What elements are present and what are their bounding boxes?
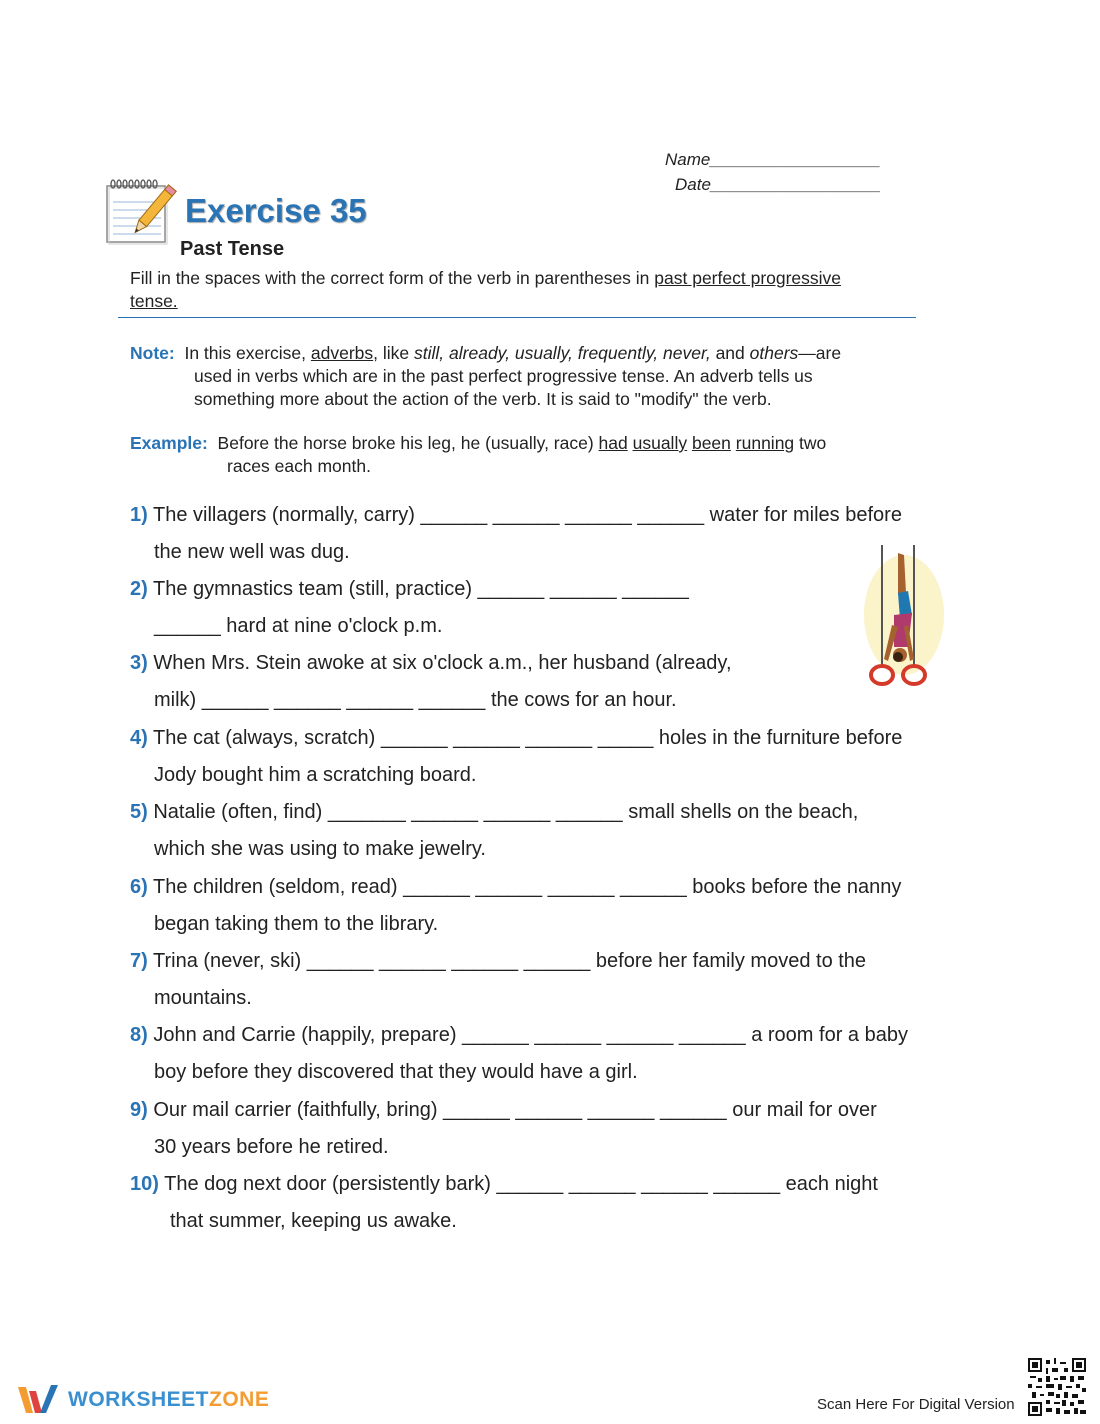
example-text: Before the horse broke his leg, he (usually, race) [217,433,599,453]
question-9 [130,1092,980,1166]
question-number: 8) [130,1024,148,1046]
question-10 [130,1166,980,1240]
name-field-label: Name__________________ [665,150,881,169]
question-text-line-2: the new well was dug. [154,541,350,563]
question-6 [130,869,980,943]
question-text-line-2[interactable]: ______ hard at nine o'clock p.m. [154,615,443,637]
page-title: Exercise 35 [185,192,367,229]
worksheetzone-logo-icon [16,1383,62,1422]
instructions-tense: past perfect progressive tense. [130,268,842,311]
question-7 [130,943,980,1017]
note-block [130,342,960,411]
question-number: 10) [130,1173,159,1195]
question-text[interactable]: John and Carrie (happily, prepare) ______ ______ ______ ______ a room for a baby [153,1024,908,1046]
example-answer-word: been [691,433,731,453]
question-number: 5) [130,801,148,823]
divider [118,317,916,318]
question-text[interactable]: The villagers (normally, carry) ______ ______ ______ ______ water for miles before [153,504,902,526]
note-text: In this exercise, [184,343,311,363]
note-text: , like [373,343,415,363]
instructions [130,267,850,313]
question-text[interactable]: The cat (always, scratch) ______ ______ ______ _____ holes in the furniture before [153,727,903,749]
question-text-line-2: which she was using to make jewelry. [154,838,486,860]
note-line-3: something more about the action of the verb. It is said to "modify" the verb. [194,389,772,409]
question-number: 3) [130,652,148,674]
page-subtitle: Past Tense [180,238,285,260]
question-text[interactable]: Trina (never, ski) ______ ______ ______ ______ before her family moved to the [153,950,867,972]
question-text-line-2: 30 years before he retired. [154,1136,389,1158]
example-text: two [794,433,827,453]
logo-word-zone: ZONE [209,1388,270,1411]
note-label: Note: [130,343,175,363]
example-block [130,432,950,478]
question-number: 7) [130,950,148,972]
question-text: When Mrs. Stein awoke at six o'clock a.m., her husband (already, [153,652,732,674]
qr-code-icon[interactable] [1028,1358,1086,1421]
question-text-line-2: boy before they discovered that they would have a girl. [154,1061,638,1083]
note-text: and [710,343,750,363]
note-adverbs: adverbs [310,343,374,363]
question-text[interactable]: The gymnastics team (still, practice) ______ ______ ______ [153,578,689,600]
question-8 [130,1017,980,1091]
note-line-2: used in verbs which are in the past perfect progressive tense. An adverb tells us [194,366,813,386]
question-number: 1) [130,504,148,526]
example-line-2: races each month. [227,456,371,476]
question-text-line-2: that summer, keeping us awake. [170,1210,457,1232]
question-text[interactable]: The dog next door (persistently bark) ______ ______ ______ ______ each night [164,1173,878,1195]
question-text-line-2: mountains. [154,987,252,1009]
instructions-text: Fill in the spaces with the correct form of the verb in parentheses in [130,268,655,288]
example-answer-word: running [735,433,795,453]
example-answer-word: had [598,433,628,453]
question-5 [130,794,980,868]
question-text[interactable]: The children (seldom, read) ______ ______ ______ ______ books before the nanny [153,876,902,898]
note-others: others [749,343,799,363]
logo-word-worksheet: WORKSHEET [68,1388,209,1411]
question-text-line-2[interactable]: milk) ______ ______ ______ ______ the cows for an hour. [154,689,677,711]
question-4 [130,720,980,794]
question-text-line-2: Jody bought him a scratching board. [154,764,477,786]
question-number: 2) [130,578,148,600]
note-text: —are [798,343,842,363]
worksheetzone-logo-text [68,1388,269,1412]
question-text-line-2: began taking them to the library. [154,913,439,935]
example-label: Example: [130,433,208,453]
date-field-label: Date__________________ [675,175,882,194]
notepad-pencil-icon [103,176,181,251]
question-number: 4) [130,727,148,749]
note-adverb-list: still, already, usually, frequently, never, [414,343,711,363]
scan-caption: Scan Here For Digital Version [817,1396,1015,1413]
question-text[interactable]: Natalie (often, find) _______ ______ ______ ______ small shells on the beach, [153,801,859,823]
question-number: 9) [130,1099,148,1121]
question-text[interactable]: Our mail carrier (faithfully, bring) ______ ______ ______ ______ our mail for over [153,1099,877,1121]
example-answer-word: usually [632,433,688,453]
question-number: 6) [130,876,148,898]
gymnast-rings-illustration [842,543,946,698]
